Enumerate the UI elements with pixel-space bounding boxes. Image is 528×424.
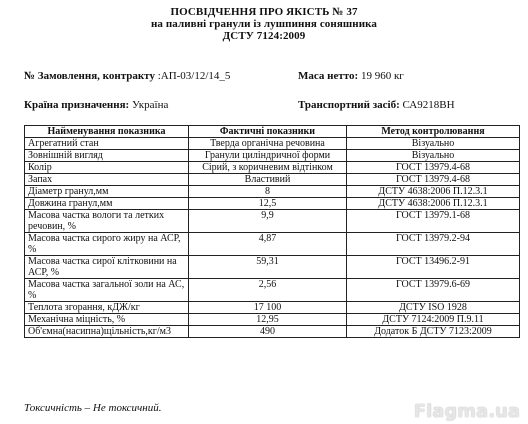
order-info (24, 70, 230, 83)
indicator-cell: Механічна міцність, % (25, 314, 189, 326)
table-row (25, 210, 520, 233)
country-info (24, 99, 168, 112)
header-actual: Фактичні показники (189, 126, 347, 138)
actual-cell: 8 (189, 186, 347, 198)
table-row (25, 186, 520, 198)
document-title: ПОСВІДЧЕННЯ ПРО ЯКІСТЬ № 37 (170, 6, 358, 18)
method-cell: ДСТУ 7124:2009 П.9.11 (347, 314, 520, 326)
indicator-cell: Довжина гранул,мм (25, 198, 189, 210)
actual-cell: 12,95 (189, 314, 347, 326)
method-cell: Візуально (347, 150, 520, 162)
table-row (25, 174, 520, 186)
method-cell: ДСТУ 4638:2006 П.12.3.1 (347, 198, 520, 210)
method-cell: ГОСТ 13979.1-68 (347, 210, 520, 233)
mass-label: Маса нетто: (298, 70, 359, 82)
indicator-cell: Запах (25, 174, 189, 186)
table-row (25, 233, 520, 256)
method-cell: Додаток Б ДСТУ 7123:2009 (347, 326, 520, 338)
actual-cell: 59,31 (189, 256, 347, 279)
table-row (25, 150, 520, 162)
indicator-cell: Масова частка загальної золи на АС, % (25, 279, 189, 302)
table-row (25, 138, 520, 150)
method-cell: ГОСТ 13979.2-94 (347, 233, 520, 256)
order-label: № Замовлення, контракту (24, 70, 155, 82)
table-row (25, 302, 520, 314)
actual-cell: Гранули циліндричної форми (189, 150, 347, 162)
header-method: Метод контролювання (347, 126, 520, 138)
document-standard: ДСТУ 7124:2009 (222, 30, 306, 42)
actual-cell: 4,87 (189, 233, 347, 256)
country-value: Україна (131, 99, 169, 111)
indicator-cell: Масова частка сирої клітковини на АСР, % (25, 256, 189, 279)
indicator-cell: Колір (25, 162, 189, 174)
actual-cell: Сірий, з коричневим відтінком (189, 162, 347, 174)
actual-cell: 2,56 (189, 279, 347, 302)
method-cell: ГОСТ 13496.2-91 (347, 256, 520, 279)
table-header-row (25, 126, 520, 138)
quality-table (24, 125, 520, 338)
table-row (25, 279, 520, 302)
actual-cell: Властивий (189, 174, 347, 186)
transport-value: СА9218ВН (402, 99, 455, 111)
mass-info (298, 70, 404, 83)
indicator-cell: Теплота згорання, кДЖ/кг (25, 302, 189, 314)
header-indicator: Найменування показника (25, 126, 189, 138)
document-subtitle: на паливні гранули із лушпиння соняшника (150, 18, 378, 30)
order-value: :АП-03/12/14_5 (157, 70, 231, 82)
indicator-cell: Зовнішній вигляд (25, 150, 189, 162)
country-label: Країна призначення: (24, 99, 130, 111)
toxicity-note: Токсичність – Не токсичний. (24, 402, 162, 414)
actual-cell: 9,9 (189, 210, 347, 233)
table-row (25, 198, 520, 210)
method-cell: ГОСТ 13979.4-68 (347, 162, 520, 174)
transport-label: Транспортний засіб: (298, 99, 400, 111)
actual-cell: 490 (189, 326, 347, 338)
actual-cell: 17 100 (189, 302, 347, 314)
indicator-cell: Масова частка сирого жиру на АСР, % (25, 233, 189, 256)
method-cell: ДСТУ ISO 1928 (347, 302, 520, 314)
watermark-logo: Flagma.ua (413, 401, 520, 422)
actual-cell: 12,5 (189, 198, 347, 210)
table-row (25, 162, 520, 174)
actual-cell: Тверда органічна речовина (189, 138, 347, 150)
method-cell: ДСТУ 4638:2006 П.12.3.1 (347, 186, 520, 198)
indicator-cell: Діаметр гранул,мм (25, 186, 189, 198)
indicator-cell: Об'ємна(насипна)щільність,кг/м3 (25, 326, 189, 338)
table-row (25, 256, 520, 279)
method-cell: ГОСТ 13979.4-68 (347, 174, 520, 186)
indicator-cell: Агрегатний стан (25, 138, 189, 150)
indicator-cell: Масова частка вологи та летких речовин, % (25, 210, 189, 233)
mass-value: 19 960 кг (360, 70, 404, 82)
transport-info (298, 99, 455, 112)
table-row (25, 326, 520, 338)
table-row (25, 314, 520, 326)
method-cell: Візуально (347, 138, 520, 150)
method-cell: ГОСТ 13979.6-69 (347, 279, 520, 302)
